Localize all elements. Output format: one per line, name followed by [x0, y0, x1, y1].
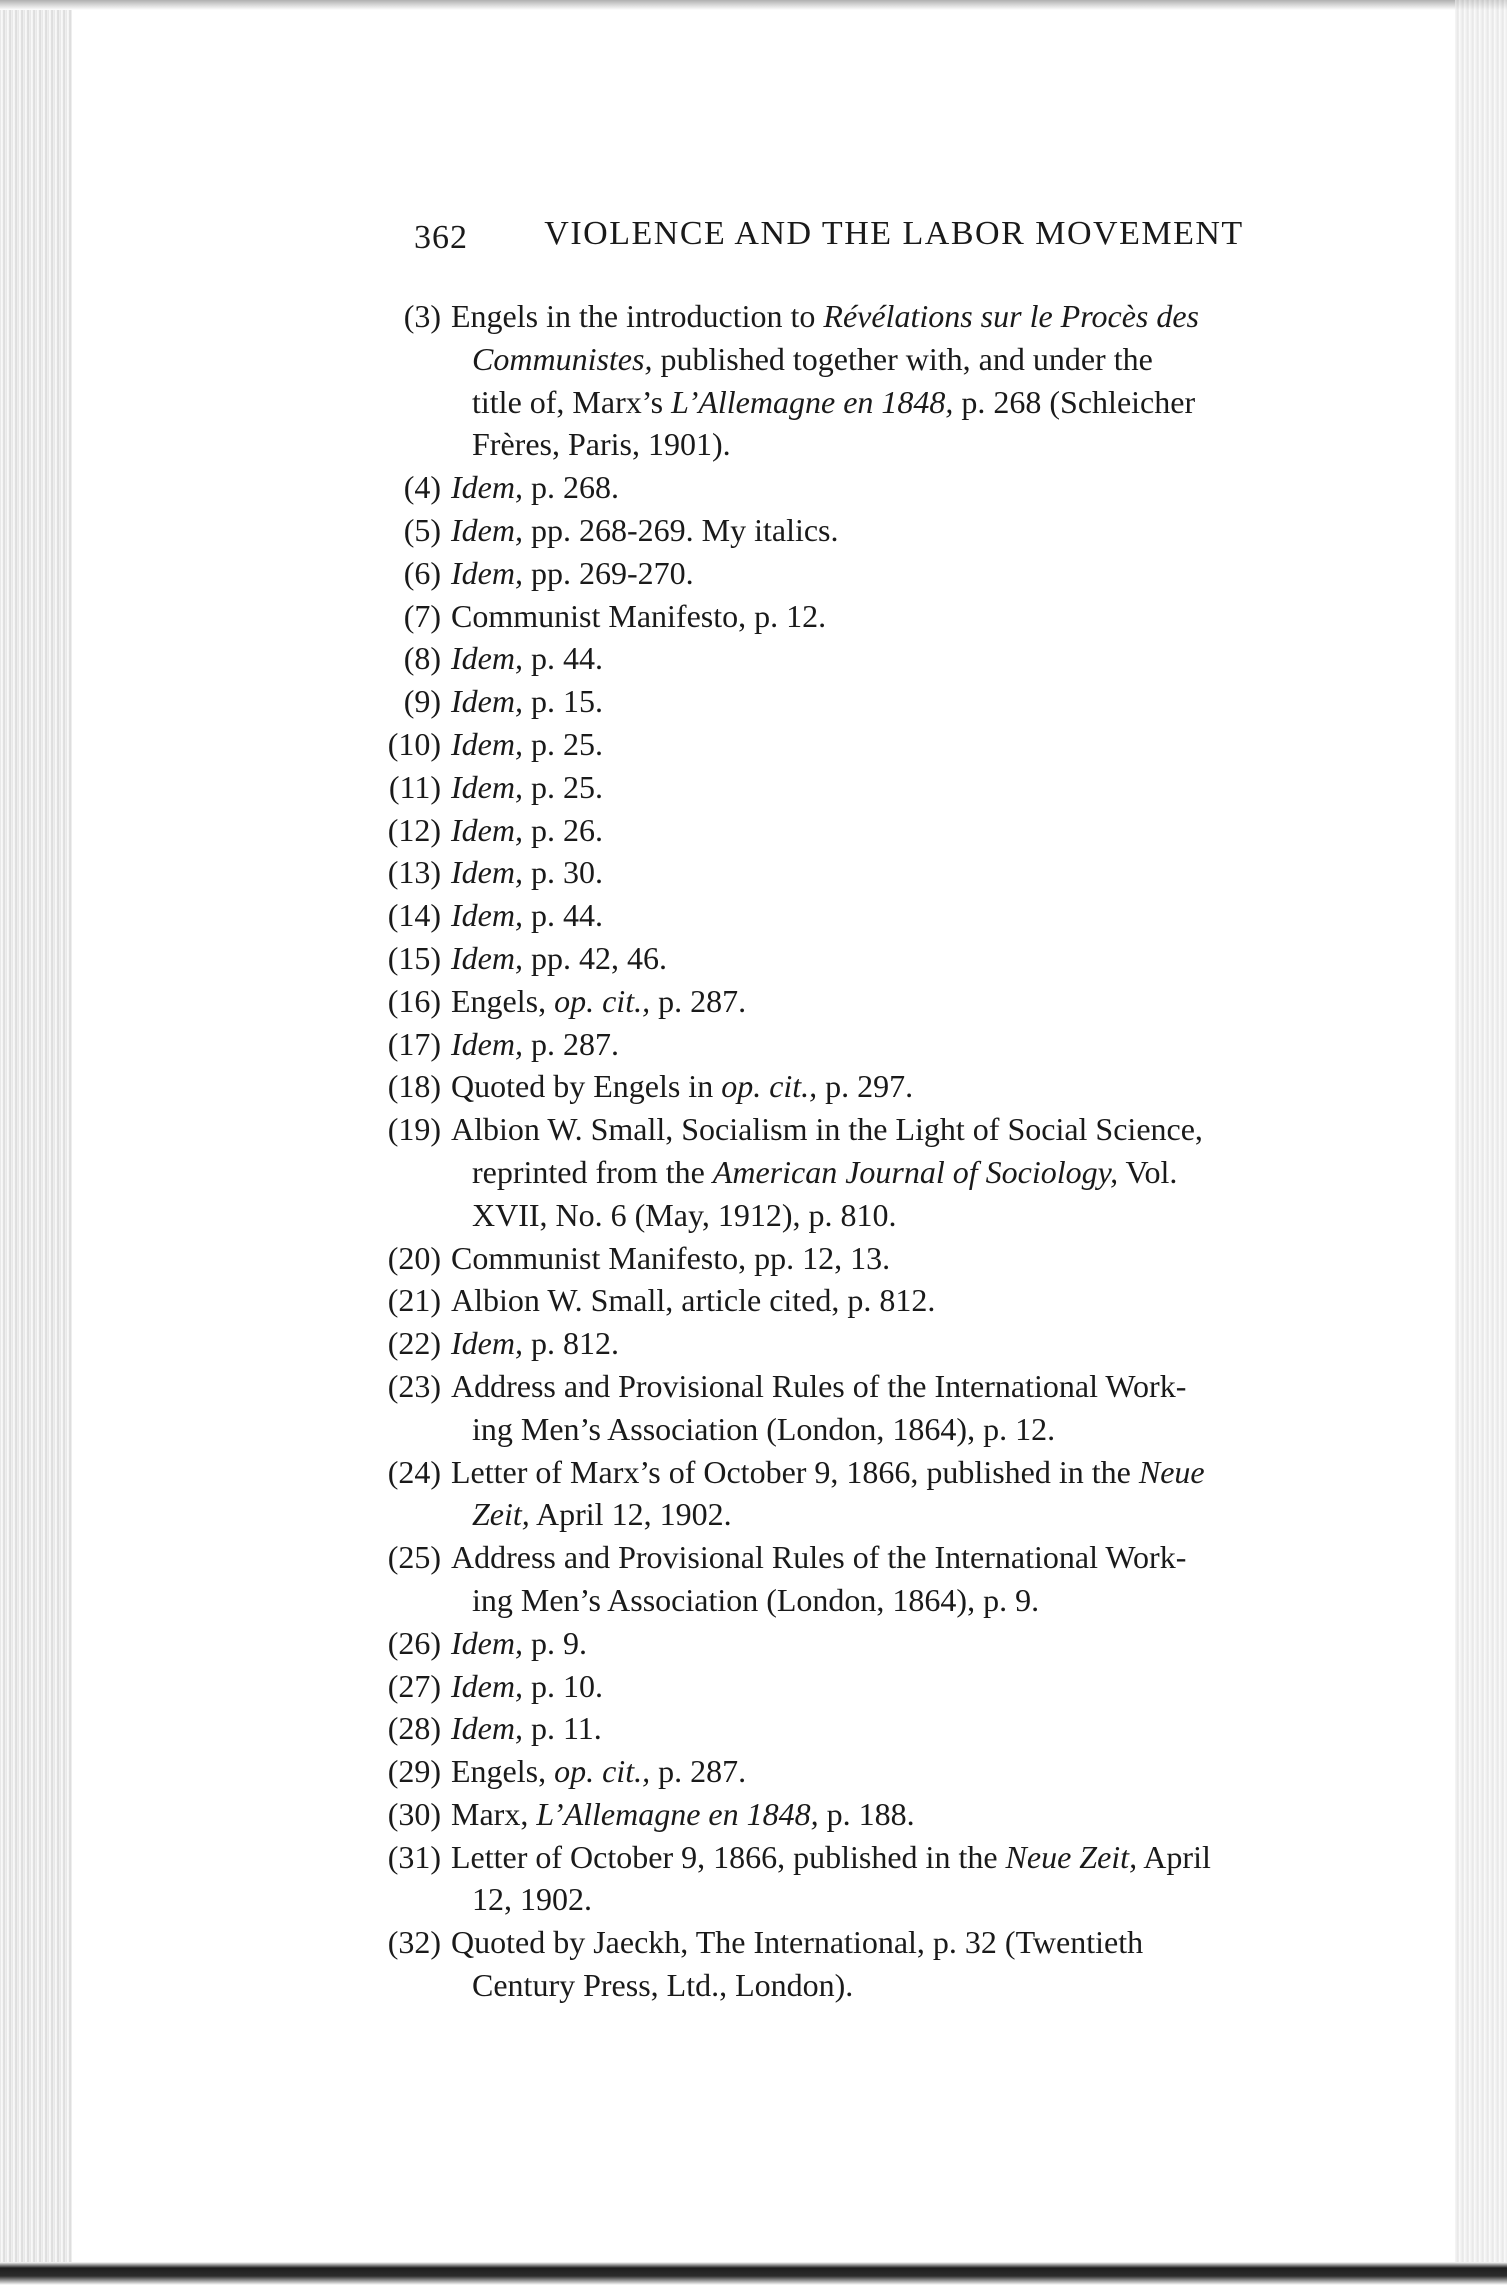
scan-edge-top [0, 0, 1507, 10]
endnote-text [451, 766, 1384, 809]
text-run: Address and Provisional Rules of the International Work- [451, 1367, 1187, 1404]
endnote [384, 1279, 1384, 1322]
endnote [384, 1921, 1384, 2007]
endnote-number: (12) [387, 811, 441, 848]
endnote [384, 295, 1384, 466]
endnote [384, 1065, 1384, 1108]
endnote [384, 1365, 1384, 1451]
text-run: p. 188. [818, 1795, 915, 1832]
endnote-text [451, 1622, 1384, 1665]
endnote-number: (8) [403, 640, 441, 677]
text-run: p. 30. [522, 854, 603, 891]
endnote-number: (23) [387, 1367, 441, 1404]
text-run: ing Men’s Association (London, 1864), p. 9. [472, 1581, 1040, 1618]
endnote [384, 637, 1384, 680]
text-run: p. 268. [522, 469, 619, 506]
running-title: VIOLENCE AND THE LABOR MOVEMENT [544, 215, 1244, 252]
page-header [414, 215, 1374, 263]
italic-text: Idem, [451, 854, 523, 891]
endnote [384, 509, 1384, 552]
italic-text: Idem, [451, 897, 523, 934]
italic-text: Idem, [451, 1710, 523, 1747]
text-run: p. 11. [522, 1710, 602, 1747]
text-run: p. 15. [522, 683, 603, 720]
italic-text: op. cit., [721, 1068, 818, 1105]
endnote-text [451, 894, 1384, 937]
italic-text: Neue Zeit, [1005, 1838, 1138, 1875]
endnote-text [451, 595, 1384, 638]
endnote-text [451, 552, 1384, 595]
text-run: p. 812. [522, 1325, 619, 1362]
text-run: p. 26. [522, 811, 603, 848]
text-run: ing Men’s Association (London, 1864), p. 12. [472, 1410, 1056, 1447]
endnote-number: (10) [387, 725, 441, 762]
endnote-number: (14) [387, 897, 441, 934]
endnote-text [451, 637, 1384, 680]
text-run: Engels, [451, 1753, 555, 1790]
endnote-line [451, 466, 1384, 509]
endnote-line [451, 1665, 1384, 1708]
endnote-line [451, 1194, 1384, 1237]
endnote [384, 680, 1384, 723]
endnote-text [451, 937, 1384, 980]
italic-text: Idem, [451, 640, 523, 677]
endnote-number: (19) [387, 1111, 441, 1148]
italic-text: Idem, [451, 511, 523, 548]
endnote [384, 1322, 1384, 1365]
text-run: p. 287. [650, 1753, 747, 1790]
italic-text: Idem, [451, 768, 523, 805]
endnote-text [451, 809, 1384, 852]
endnote-text [451, 1451, 1384, 1537]
endnote-number: (25) [387, 1539, 441, 1576]
italic-text: L’Allemagne en 1848, [536, 1795, 819, 1832]
endnote-line [451, 1964, 1384, 2007]
endnote-line [451, 1579, 1384, 1622]
endnote-number: (21) [387, 1282, 441, 1319]
endnote-line [451, 1023, 1384, 1066]
endnote-text [451, 680, 1384, 723]
endnote-text [451, 1750, 1384, 1793]
italic-text: Idem, [451, 554, 523, 591]
text-run: p. 44. [522, 897, 603, 934]
endnote-text [451, 1065, 1384, 1108]
italic-text: Idem, [451, 811, 523, 848]
endnote-text [451, 466, 1384, 509]
text-run: Letter of Marx’s of October 9, 1866, published in the [451, 1453, 1139, 1490]
italic-text: Idem, [451, 1624, 523, 1661]
endnote-text [451, 1279, 1384, 1322]
endnote-number: (24) [387, 1453, 441, 1490]
text-run: Quoted by Jaeckh, The International, p. 32 (Twentieth [451, 1924, 1144, 1961]
scan-edge-left [0, 0, 72, 2285]
endnote [384, 980, 1384, 1023]
text-run: title of, Marx’s [472, 383, 672, 420]
text-run: Communist Manifesto, p. 12. [451, 597, 827, 634]
endnote-number: (20) [387, 1239, 441, 1276]
endnotes-list [384, 295, 1384, 2007]
endnote-number: (17) [387, 1025, 441, 1062]
endnote-number: (11) [388, 768, 441, 805]
endnote-text [451, 1921, 1384, 2007]
endnote [384, 595, 1384, 638]
endnote-number: (26) [387, 1624, 441, 1661]
text-run: Frères, Paris, 1901). [472, 426, 731, 463]
endnote-line [451, 595, 1384, 638]
endnote-line [451, 295, 1384, 338]
italic-text: Idem, [451, 1325, 523, 1362]
italic-text: op. cit., [554, 1753, 651, 1790]
endnote-number: (27) [387, 1667, 441, 1704]
italic-text: Idem, [451, 725, 523, 762]
endnote-number: (16) [387, 982, 441, 1019]
endnote-line [451, 1493, 1384, 1536]
endnote-line [451, 894, 1384, 937]
endnote-text [451, 1793, 1384, 1836]
endnote [384, 894, 1384, 937]
text-run: p. 268 (Schleicher [953, 383, 1196, 420]
endnote-number: (13) [387, 854, 441, 891]
endnote [384, 1836, 1384, 1922]
text-run: p. 287. [650, 982, 747, 1019]
endnote [384, 466, 1384, 509]
text-run: pp. 42, 46. [522, 939, 667, 976]
endnote-number: (28) [387, 1710, 441, 1747]
endnote [384, 1536, 1384, 1622]
endnote [384, 1237, 1384, 1280]
endnote-line [451, 723, 1384, 766]
endnote-number: (4) [403, 469, 441, 506]
endnote-line [451, 1707, 1384, 1750]
text-run: Vol. [1118, 1153, 1178, 1190]
endnote-text [451, 1836, 1384, 1922]
italic-text: Révélations sur le Procès des [823, 298, 1199, 334]
endnote [384, 1023, 1384, 1066]
text-run: 12, 1902. [472, 1881, 592, 1918]
endnote-line [451, 338, 1384, 381]
endnote-line [451, 381, 1384, 424]
endnote [384, 1793, 1384, 1836]
endnote-line [451, 1451, 1384, 1494]
endnote-line [451, 937, 1384, 980]
text-run: Address and Provisional Rules of the International Work- [451, 1539, 1187, 1576]
endnote-text [451, 1108, 1384, 1236]
endnote-line [451, 851, 1384, 894]
endnote-text [451, 851, 1384, 894]
endnote [384, 1665, 1384, 1708]
endnote [384, 1451, 1384, 1537]
endnote-line [451, 509, 1384, 552]
endnote-line [451, 1151, 1384, 1194]
endnote-text [451, 295, 1384, 466]
endnote-number: (15) [387, 939, 441, 976]
text-run: Letter of October 9, 1866, published in the [451, 1838, 1006, 1875]
endnote-text [451, 1322, 1384, 1365]
endnote-line [451, 809, 1384, 852]
italic-text: Idem, [451, 1025, 523, 1062]
endnote-text [451, 1237, 1384, 1280]
italic-text: Zeit, [472, 1496, 530, 1533]
endnote-line [451, 1108, 1384, 1151]
text-run: Marx, [451, 1795, 537, 1832]
text-run: p. 297. [817, 1068, 914, 1105]
endnote [384, 552, 1384, 595]
italic-text: American Journal of Sociology, [712, 1153, 1119, 1190]
endnote-line [451, 1793, 1384, 1836]
endnote-line [451, 680, 1384, 723]
italic-text: Idem, [451, 469, 523, 506]
endnote-number: (18) [387, 1068, 441, 1105]
text-run: April [1137, 1838, 1211, 1875]
endnote-line [451, 1878, 1384, 1921]
italic-text: Idem, [451, 939, 523, 976]
endnote-line [451, 637, 1384, 680]
endnote-line [451, 1279, 1384, 1322]
endnote-line [451, 1921, 1384, 1964]
text-run: p. 10. [522, 1667, 603, 1704]
text-run: pp. 268-269. My italics. [522, 511, 839, 548]
endnote-number: (22) [387, 1325, 441, 1362]
text-run: p. 9. [522, 1624, 587, 1661]
endnote-number: (32) [387, 1924, 441, 1961]
endnote-text [451, 1536, 1384, 1622]
text-run: Quoted by Engels in [451, 1068, 722, 1105]
endnote-number: (3) [403, 298, 441, 334]
endnote-line [451, 1836, 1384, 1879]
endnote-text [451, 1665, 1384, 1708]
text-run: Century Press, Ltd., London). [472, 1967, 854, 2004]
italic-text: Communistes, [472, 340, 653, 377]
endnote [384, 809, 1384, 852]
endnote-text [451, 723, 1384, 766]
endnote [384, 766, 1384, 809]
endnote [384, 1108, 1384, 1236]
scan-edge-right [1455, 0, 1507, 2285]
endnote-line [451, 1750, 1384, 1793]
endnote-number: (29) [387, 1753, 441, 1790]
endnote-number: (31) [387, 1838, 441, 1875]
italic-text: Neue [1138, 1453, 1205, 1490]
endnote [384, 1707, 1384, 1750]
endnote-number: (9) [403, 683, 441, 720]
italic-text: Idem, [451, 1667, 523, 1704]
text-run: p. 25. [522, 768, 603, 805]
page-number: 362 [414, 219, 468, 256]
endnote-number: (5) [403, 511, 441, 548]
endnote-text [451, 980, 1384, 1023]
text-run: published together with, and under the [652, 340, 1153, 377]
italic-text: Idem, [451, 683, 523, 720]
endnote [384, 1622, 1384, 1665]
text-run: pp. 269-270. [522, 554, 694, 591]
endnote-line [451, 766, 1384, 809]
text-run: p. 44. [522, 640, 603, 677]
text-run: XVII, No. 6 (May, 1912), p. 810. [472, 1196, 897, 1233]
endnote-line [451, 1065, 1384, 1108]
endnote-text [451, 1707, 1384, 1750]
text-run: Albion W. Small, article cited, p. 812. [451, 1282, 936, 1319]
endnote-text [451, 509, 1384, 552]
text-run: p. 25. [522, 725, 603, 762]
italic-text: L’Allemagne en 1848, [671, 383, 954, 420]
text-run: Engels, [451, 982, 555, 1019]
endnote [384, 1750, 1384, 1793]
italic-text: op. cit., [554, 982, 651, 1019]
endnote-line [451, 552, 1384, 595]
endnote-line [451, 980, 1384, 1023]
endnote-line [451, 1322, 1384, 1365]
text-run: p. 287. [522, 1025, 619, 1062]
text-run: April 12, 1902. [529, 1496, 732, 1533]
endnote-line [451, 1408, 1384, 1451]
endnote-number: (6) [403, 554, 441, 591]
endnote-line [451, 1237, 1384, 1280]
endnote-text [451, 1023, 1384, 1066]
endnote-text [451, 1365, 1384, 1451]
endnote [384, 851, 1384, 894]
endnote-number: (7) [403, 597, 441, 634]
endnote [384, 723, 1384, 766]
text-run: Engels in the introduction to [451, 298, 824, 334]
text-run: reprinted from the [472, 1153, 713, 1190]
endnote-line [451, 1536, 1384, 1579]
text-run: Albion W. Small, Socialism in the Light of Social Science, [451, 1111, 1203, 1148]
endnote-number: (30) [387, 1795, 441, 1832]
endnote [384, 937, 1384, 980]
endnote-line [451, 423, 1384, 466]
endnote-line [451, 1622, 1384, 1665]
text-run: Communist Manifesto, pp. 12, 13. [451, 1239, 891, 1276]
scan-edge-bottom [0, 2262, 1507, 2285]
endnote-line [451, 1365, 1384, 1408]
